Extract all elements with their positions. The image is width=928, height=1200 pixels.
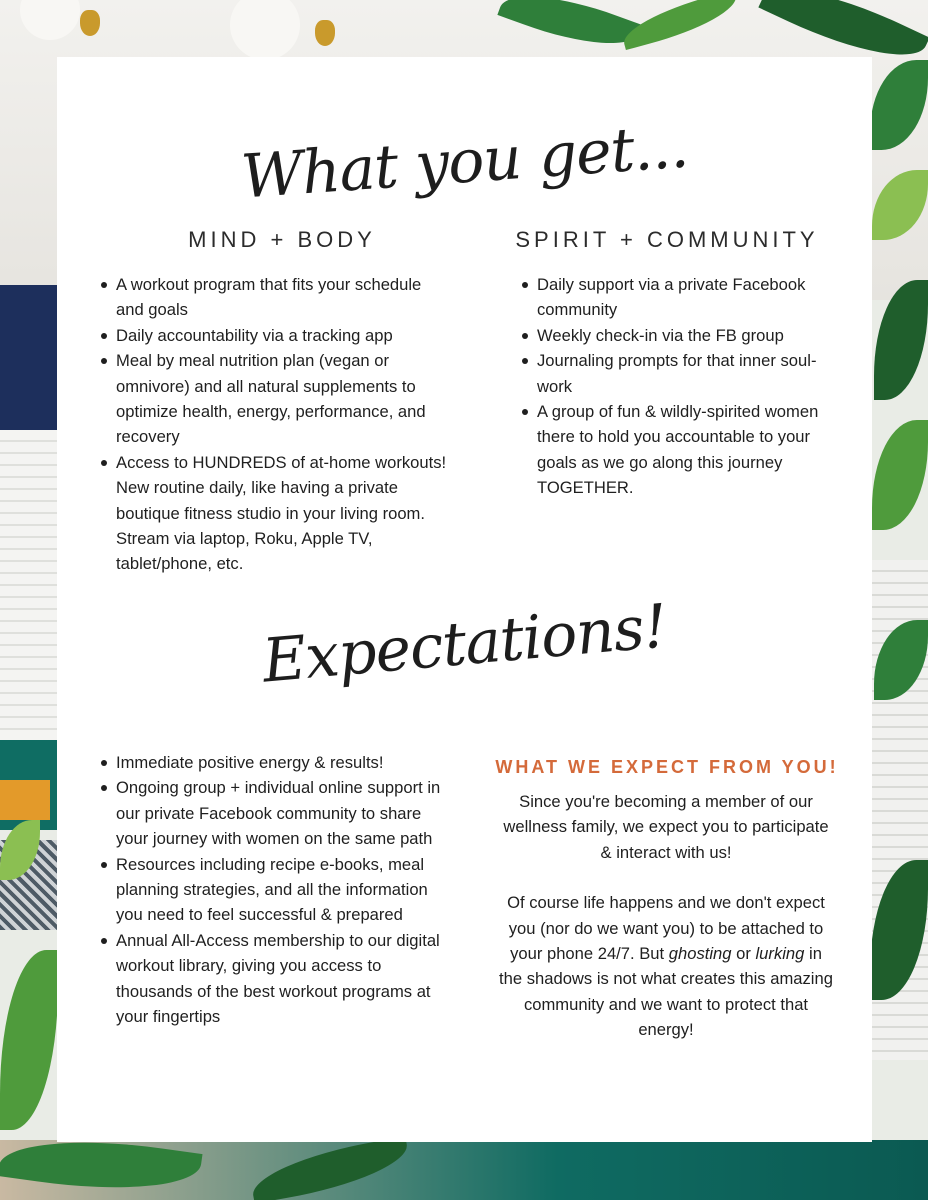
expectations-list: [101, 750, 451, 1029]
gold-ornament: [80, 10, 100, 36]
background-cushion: [0, 780, 50, 820]
list-item: Meal by meal nutrition plan (vegan or omnivore) and all natural supplements to optimize health, energy, performance, and recovery: [101, 348, 451, 450]
list-item: Annual All-Access membership to our digital workout library, giving you access to thousands of the best workout programs at your fingertips: [101, 928, 451, 1030]
background-blinds-left: [0, 430, 60, 760]
expect-lurking-emphasis: lurking: [755, 944, 805, 964]
mind-body-list: [101, 272, 451, 577]
list-item: Resources including recipe e-books, meal planning strategies, and all the information you need to feel successful & prepared: [101, 852, 451, 928]
expectations-heading: Expectations!: [259, 591, 670, 697]
content-card: [57, 57, 872, 1142]
list-item: Ongoing group + individual online support in our private Facebook community to share your journey with women on the same path: [101, 775, 451, 851]
expect-paragraph-2-end: in the shadows is not what creates this amazing community and we want to protect that energy!: [499, 944, 833, 1040]
expect-paragraph-2: [497, 890, 835, 1042]
list-item: Daily support via a private Facebook community: [522, 272, 832, 323]
background-navy-panel: [0, 285, 60, 435]
mind-body-title: MIND + BODY: [188, 227, 376, 252]
what-you-get-heading: What you get...: [238, 111, 691, 213]
list-item: A workout program that fits your schedule and goals: [101, 272, 451, 323]
expect-paragraph-2-start: Of course life happens and we don't expect you (nor do we want you) to be attached to your phone 24/7. But: [507, 893, 825, 964]
list-item: Journaling prompts for that inner soul-work: [522, 348, 832, 399]
list-item: Daily accountability via a tracking app: [101, 323, 451, 348]
list-item: A group of fun & wildly-spirited women there to hold you accountable to your goals as we go along this journey TOGETHER.: [522, 399, 832, 501]
expect-paragraph-1: Since you're becoming a member of our wellness family, we expect you to participate & interact with us!: [503, 792, 829, 862]
expect-paragraph-2-mid: or: [731, 944, 756, 964]
spirit-community-title: SPIRIT + COMMUNITY: [515, 227, 819, 252]
list-item: Access to HUNDREDS of at-home workouts! New routine daily, like having a private boutique fitness studio in your living room. Stream via laptop, Roku, Apple TV, tablet/phone, etc.: [101, 450, 451, 577]
expect-from-you-text: [497, 789, 835, 1043]
leaf: [872, 420, 928, 530]
expect-ghosting-emphasis: ghosting: [668, 944, 732, 964]
expect-from-you-title: WHAT WE EXPECT FROM YOU!: [495, 757, 839, 777]
spirit-community-list: [522, 272, 832, 501]
list-item: Immediate positive energy & results!: [101, 750, 451, 775]
leaf: [0, 950, 58, 1130]
gold-ornament: [315, 20, 335, 46]
list-item: Weekly check-in via the FB group: [522, 323, 832, 348]
